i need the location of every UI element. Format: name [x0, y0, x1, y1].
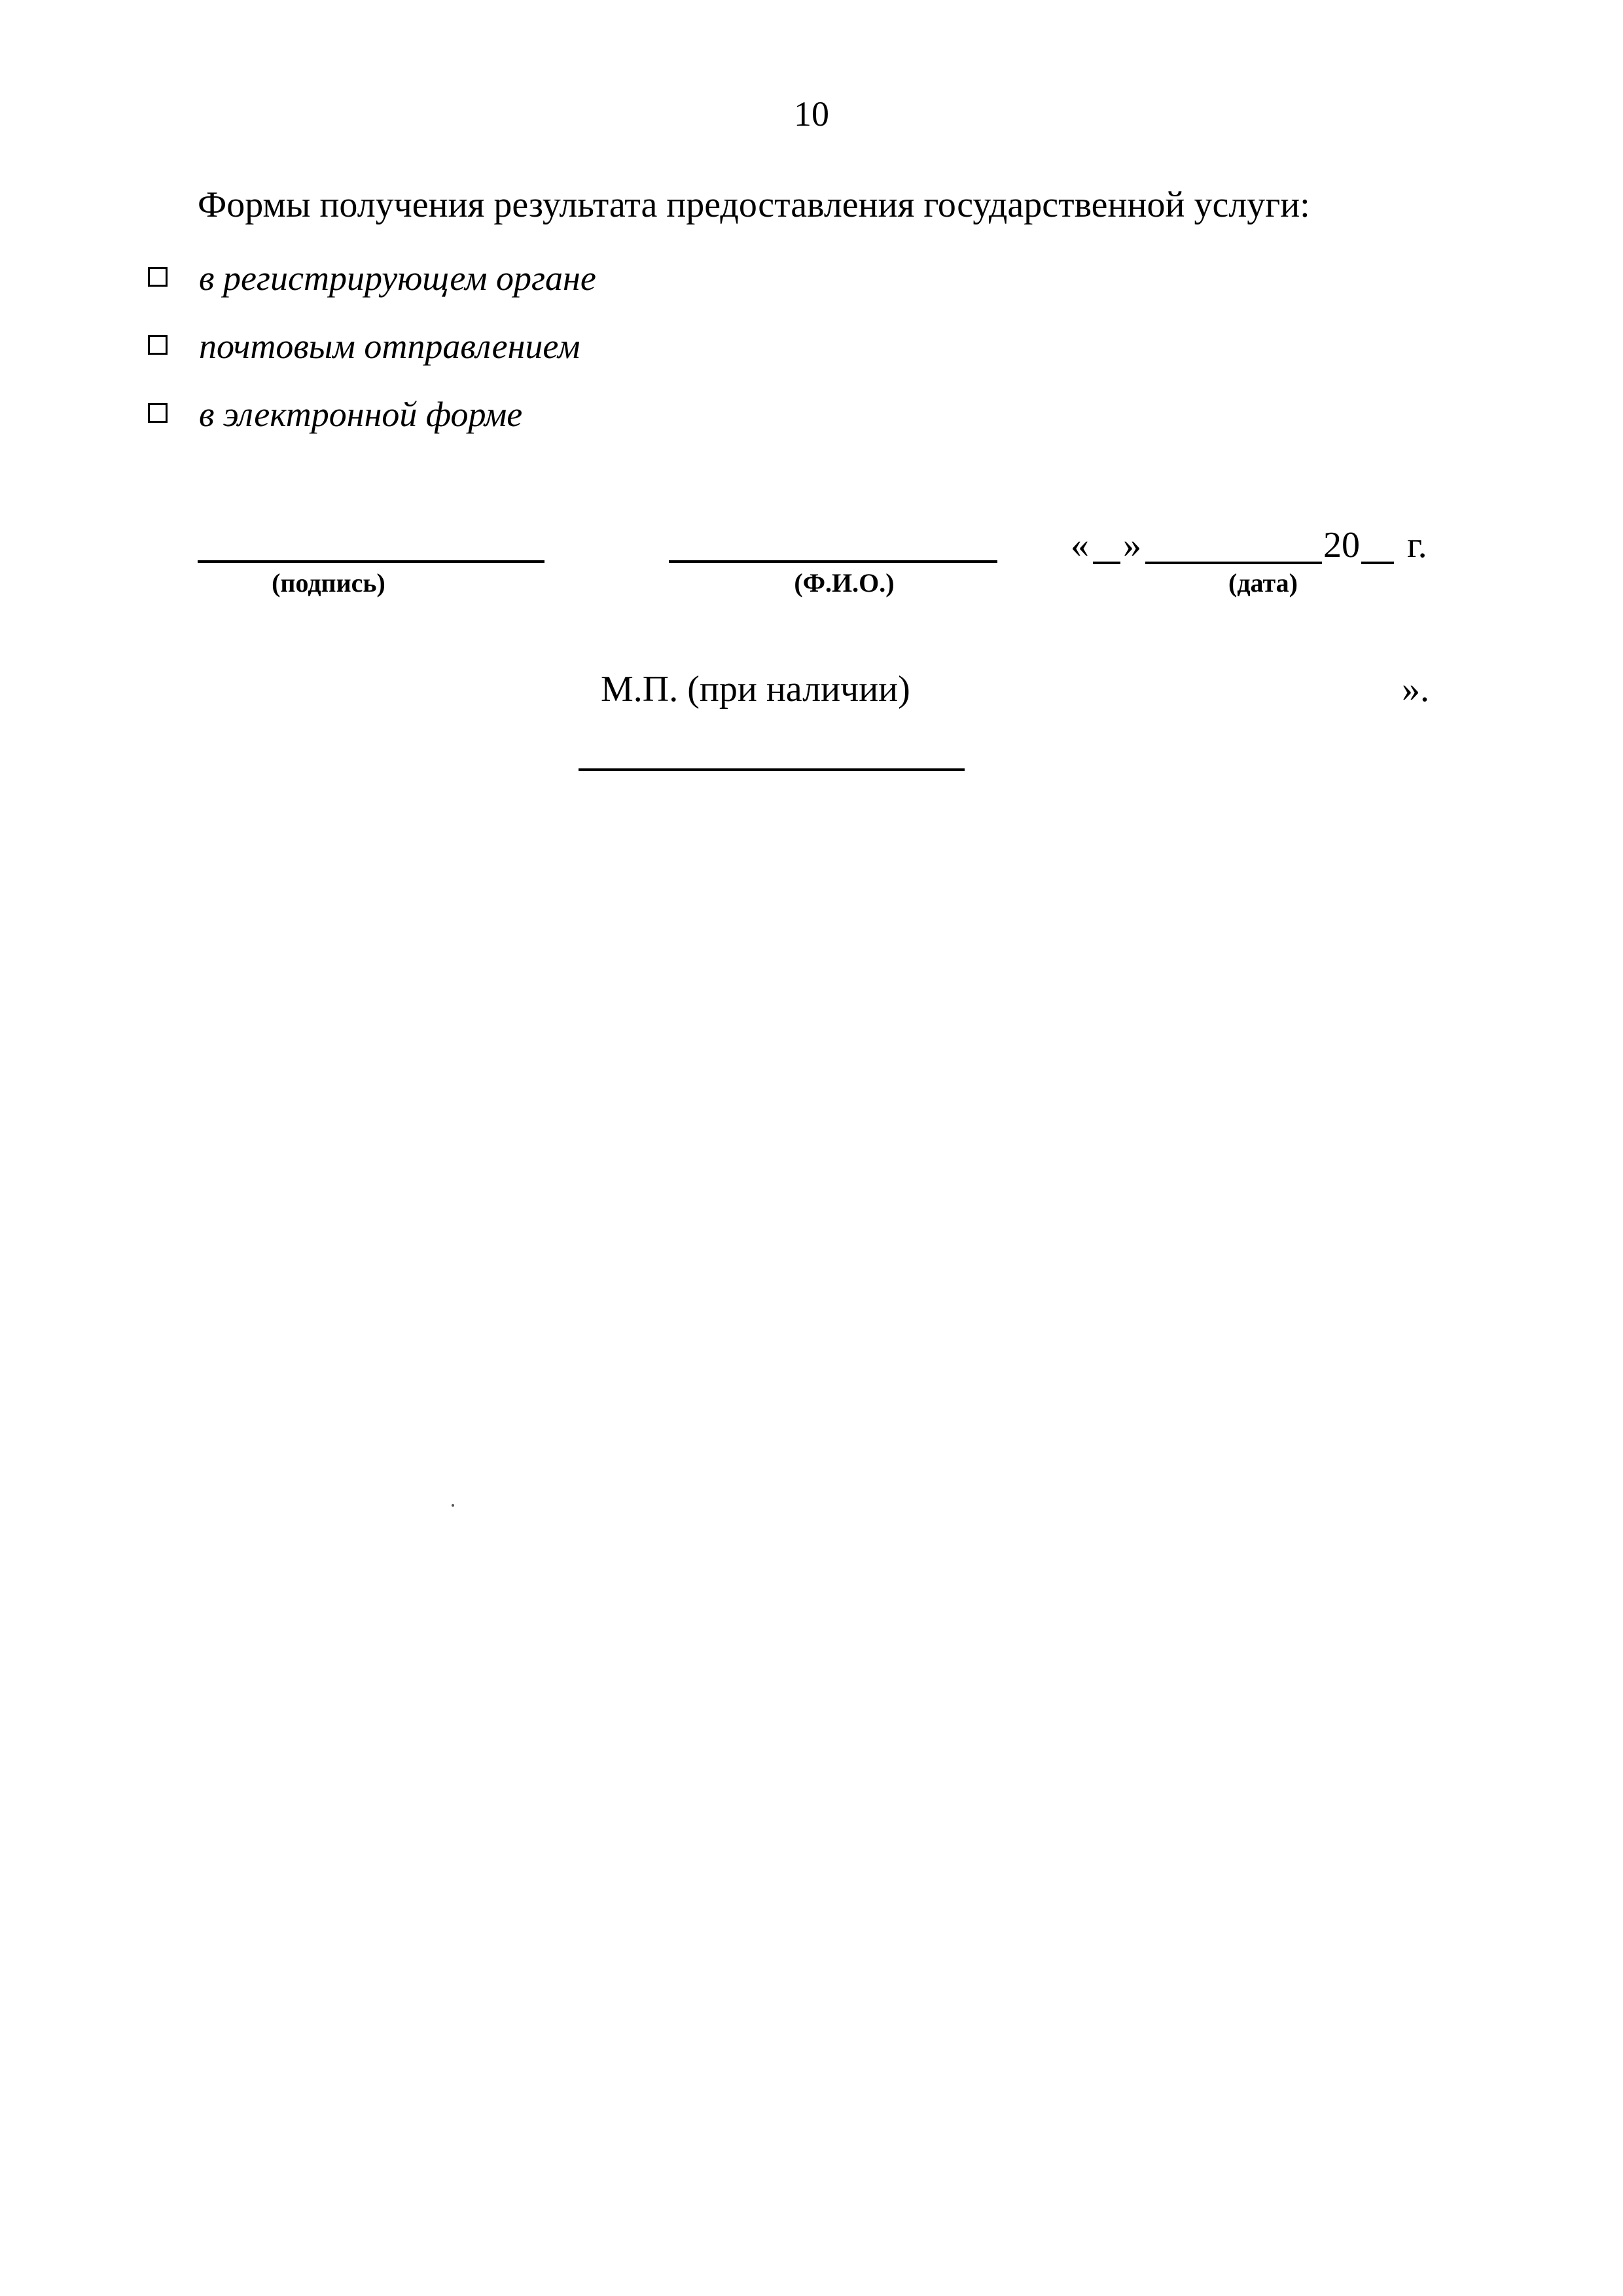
- option-label: в электронной форме: [199, 395, 523, 434]
- day-blank-line[interactable]: [1093, 562, 1120, 564]
- signature-caption: (подпись): [272, 568, 385, 598]
- date-close-quote: »: [1123, 525, 1141, 565]
- scan-speck: [452, 1504, 454, 1507]
- page-number: 10: [794, 94, 829, 134]
- year-suffix: г.: [1407, 525, 1427, 565]
- date-caption: (дата): [1228, 568, 1298, 598]
- checkbox-icon[interactable]: [148, 335, 168, 355]
- full-name-caption: (Ф.И.О.): [794, 568, 895, 598]
- year-prefix: 20: [1323, 525, 1360, 565]
- checkbox-icon[interactable]: [148, 267, 168, 287]
- option-label: почтовым отправлением: [199, 327, 580, 366]
- checkbox-icon[interactable]: [148, 403, 168, 423]
- month-blank-line[interactable]: [1145, 562, 1322, 564]
- year-blank-line[interactable]: [1361, 562, 1394, 564]
- signature-line[interactable]: [198, 560, 544, 563]
- stamp-label: М.П. (при наличии): [601, 669, 910, 709]
- stamp-line: [579, 768, 965, 771]
- closing-quote: ».: [1402, 669, 1429, 709]
- option-label: в регистрирующем органе: [199, 259, 596, 298]
- full-name-line[interactable]: [669, 560, 997, 563]
- result-forms-heading: Формы получения результата предоставления государственной услуги:: [198, 185, 1310, 225]
- date-open-quote: «: [1071, 525, 1089, 565]
